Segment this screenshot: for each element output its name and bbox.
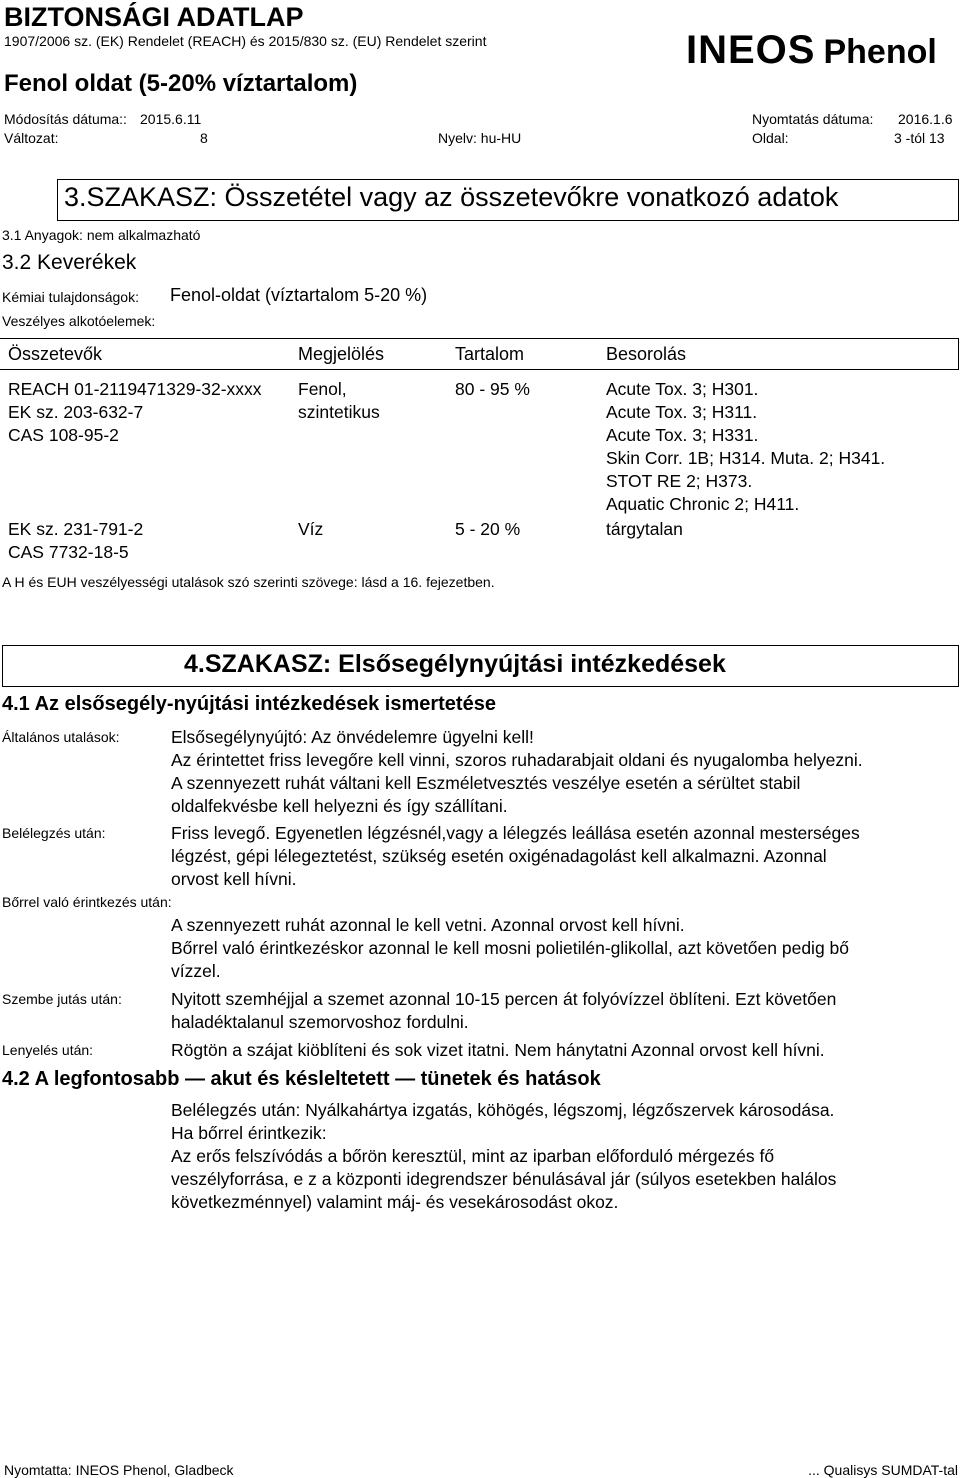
document-title: BIZTONSÁGI ADATLAP <box>4 2 304 32</box>
revision-value: 2015.6.11 <box>140 111 202 127</box>
skin-contact-label: Bőrrel való érintkezés után: <box>2 894 172 910</box>
version-label: Változat: <box>4 130 59 146</box>
print-date-label: Nyomtatás dátuma: <box>752 111 874 127</box>
table-row-water-ids <box>8 518 143 564</box>
col-classification: Besorolás <box>606 344 687 364</box>
text-line: vízzel. <box>171 961 221 981</box>
classification-line: Aquatic Chronic 2; H411. <box>606 494 800 514</box>
footer-software: ... Qualisys SUMDAT-tal <box>808 1462 958 1478</box>
revision-label: Módosítás dátuma:: <box>4 111 127 127</box>
classification-line: STOT RE 2; H373. <box>606 471 753 491</box>
cas-number: CAS 7732-18-5 <box>8 542 129 562</box>
subsection-4-1: 4.1 Az elsősegély-nyújtási intézkedések ismertetése <box>2 693 496 715</box>
table-row-phenol-ids <box>8 378 262 447</box>
text-line: légzést, gépi lélegeztetést, szükség esetén oxigénadagolást kell alkalmazni. Azonnal <box>171 846 827 866</box>
text-line: Belélegzés után: Nyálkahártya izgatás, köhögés, légszomj, légzőszervek károsodása. <box>171 1100 835 1120</box>
regulation-line: 1907/2006 sz. (EK) Rendelet (REACH) és 2015/830 sz. (EU) Rendelet szerint <box>4 33 487 49</box>
table-row-phenol-classification <box>606 378 885 516</box>
classification-line: Acute Tox. 3; H311. <box>606 402 758 422</box>
page-value: 3 -tól 13 <box>894 130 945 146</box>
component-name: Fenol, <box>298 379 347 399</box>
section4-title: 4.SZAKASZ: Elsősegélynyújtási intézkedések <box>184 650 726 678</box>
table-row-water-content: 5 - 20 % <box>455 519 521 539</box>
text-line: Az érintettet friss levegőre kell vinni, szoros ruhadarabjait oldani és nyugalomba helyezni. <box>171 750 863 770</box>
col-designation: Megjelölés <box>298 344 385 364</box>
hazard-note: A H és EUH veszélyességi utalások szó szerinti szövege: lásd a 16. fejezetben. <box>2 574 495 590</box>
subsection-3-2: 3.2 Keverékek <box>2 251 137 274</box>
col-components: Összetevők <box>8 344 103 364</box>
general-label: Általános utalások: <box>2 729 120 745</box>
text-line: veszélyforrása, e z a központi idegrendszer bénulásával jár (súlyos esetekben halálos <box>171 1169 837 1189</box>
logo-phenol-text: Phenol <box>823 33 937 71</box>
text-line: Az erős felszívódás a bőrön keresztül, mint az iparban előforduló mérgezés fő <box>171 1146 775 1166</box>
product-name: Fenol oldat (5-20% víztartalom) <box>4 70 358 97</box>
classification-line: Acute Tox. 3; H301. <box>606 379 759 399</box>
logo-ineos-text: INEOS <box>686 28 816 72</box>
skin-contact-text <box>171 914 849 983</box>
footer-printed-by: Nyomtatta: INEOS Phenol, Gladbeck <box>4 1462 234 1478</box>
section3-title: 3.SZAKASZ: Összetétel vagy az összetevőkre vonatkozó adatok <box>64 182 839 212</box>
print-date-value: 2016.1.6 <box>898 111 953 127</box>
general-text <box>171 726 863 818</box>
subsection-4-2: 4.2 A legfontosabb — akut és késleltetett — tünetek és hatások <box>2 1068 601 1090</box>
ec-number: EK sz. 231-791-2 <box>8 519 144 539</box>
text-line: A szennyezett ruhát váltani kell Eszméletvesztés veszélye esetén a sérültet stabil <box>171 773 801 793</box>
component-name-2: szintetikus <box>298 402 380 422</box>
chem-props-label: Kémiai tulajdonságok: <box>2 289 139 305</box>
language: Nyelv: hu-HU <box>438 130 522 146</box>
inhalation-text <box>171 822 860 891</box>
components-table-header <box>0 338 959 370</box>
ingestion-label: Lenyelés után: <box>2 1042 94 1058</box>
classification-line: Skin Corr. 1B; H314. Muta. 2; H341. <box>606 448 886 468</box>
text-line: Rögtön a szájat kiöblíteni és sok vizet itatni. Nem hánytatni Azonnal orvost kell hívni. <box>171 1040 825 1060</box>
text-line: orvost kell hívni. <box>171 869 297 889</box>
inhalation-label: Belélegzés után: <box>2 825 106 841</box>
eye-contact-text <box>171 988 836 1034</box>
text-line: Elsősegélynyújtó: Az önvédelemre ügyelni kell! <box>171 727 534 747</box>
ineos-phenol-logo <box>686 28 958 72</box>
text-line: Nyitott szemhéjjal a szemet azonnal 10-15 percen át folyóvízzel öblíteni. Ezt követően <box>171 989 837 1009</box>
reach-number: REACH 01-2119471329-32-xxxx <box>8 379 262 399</box>
version-value: 8 <box>200 130 208 146</box>
eye-contact-label: Szembe jutás után: <box>2 991 122 1007</box>
text-line: A szennyezett ruhát azonnal le kell vetni. Azonnal orvost kell hívni. <box>171 915 685 935</box>
subsection-3-1: 3.1 Anyagok: nem alkalmazható <box>2 227 201 243</box>
text-line: haladéktalanul szemorvoshoz fordulni. <box>171 1012 469 1032</box>
text-line: Bőrrel való érintkezéskor azonnal le kell mosni polietilén-glikollal, azt követően pedig bő <box>171 938 850 958</box>
symptoms-text <box>171 1099 836 1214</box>
text-line: oldalfekvésbe kell helyezni és így szállítani. <box>171 796 508 816</box>
cas-number: CAS 108-95-2 <box>8 425 119 445</box>
classification-line: Acute Tox. 3; H331. <box>606 425 759 445</box>
page-label: Oldal: <box>752 130 789 146</box>
hazard-components-label: Veszélyes alkotóelemek: <box>2 313 156 329</box>
text-line: Friss levegő. Egyenetlen légzésnél,vagy a lélegzés leállása esetén azonnal mesterséges <box>171 823 860 843</box>
ingestion-text <box>171 1039 825 1062</box>
table-row-phenol-name <box>298 378 380 424</box>
text-line: következménnyel) valamint máj- és vesekárosodást okoz. <box>171 1192 619 1212</box>
table-row-phenol-content: 80 - 95 % <box>455 379 530 399</box>
text-line: Ha bőrrel érintkezik: <box>171 1123 327 1143</box>
table-row-water-name: Víz <box>298 519 324 539</box>
chem-props-value: Fenol-oldat (víztartalom 5-20 %) <box>170 285 428 305</box>
ec-number: EK sz. 203-632-7 <box>8 402 144 422</box>
table-row-water-classification: tárgytalan <box>606 519 683 539</box>
col-content: Tartalom <box>455 344 525 364</box>
